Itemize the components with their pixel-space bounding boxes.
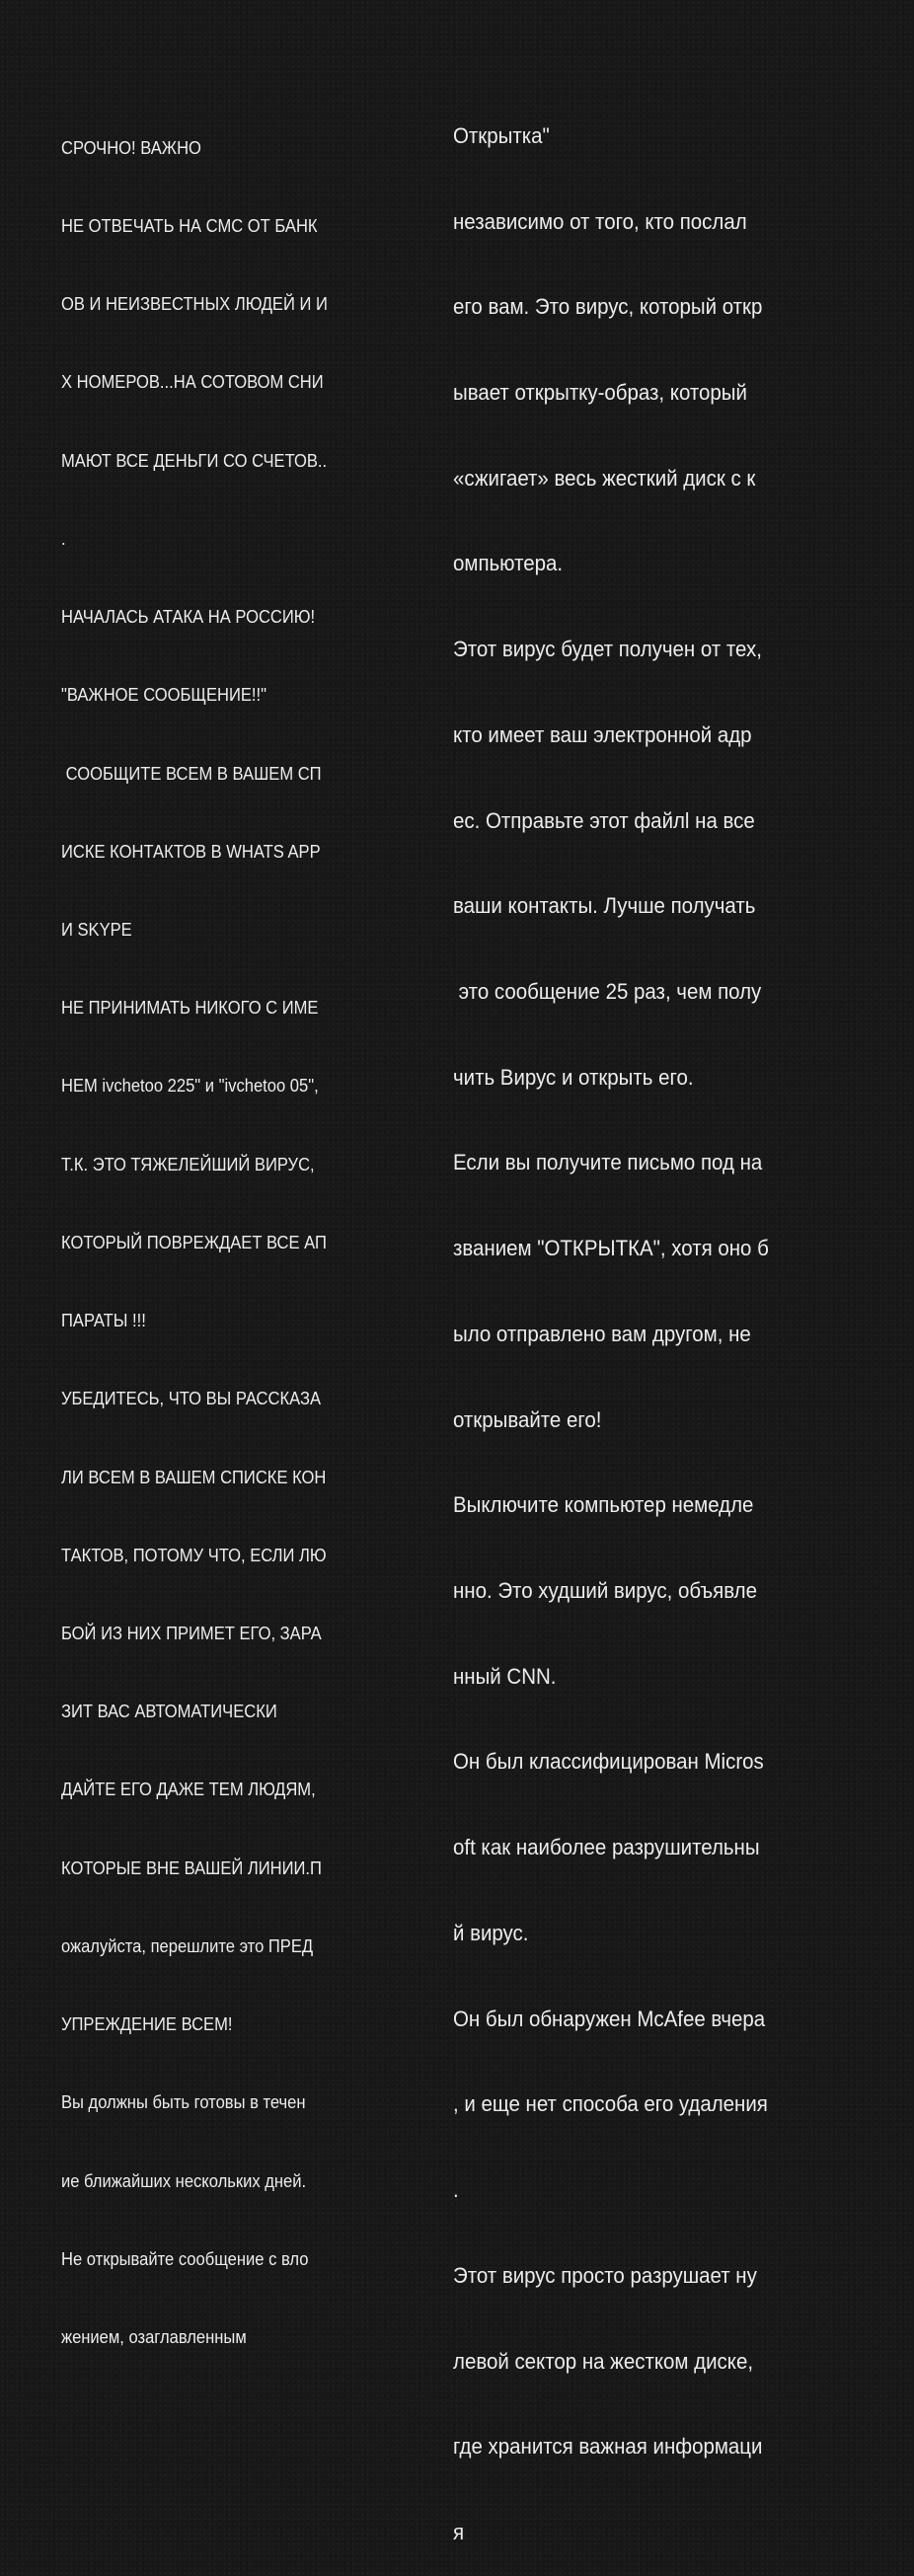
message-line: ес. Отправьте этот файлl на все — [453, 807, 755, 833]
message-line: это сообщение 25 раз, чем полу — [453, 979, 762, 1004]
message-line: "ВАЖНОЕ СООБЩЕНИЕ!!" — [61, 685, 267, 706]
message-line: Выключите компьютер немедле — [453, 1492, 754, 1518]
message-line: ие ближайших нескольких дней. — [61, 2170, 307, 2191]
message-line: Если вы получите письмо под на — [453, 1150, 763, 1175]
left-message-column — [61, 83, 407, 2377]
message-line: УПРЕЖДЕНИЕ ВСЕМ! — [61, 2014, 233, 2035]
message-line: где хранится важная информаци — [453, 2434, 763, 2460]
message-line: НЕМ ivchetoo 225" и "ivchetoo 05", — [61, 1076, 319, 1097]
message-line: Он был классифицирован Micros — [453, 1749, 764, 1775]
message-line: СРОЧНО! ВАЖНО — [61, 137, 201, 158]
message-line: Х НОМЕРОВ...НА СОТОВОМ СНИ — [61, 372, 324, 393]
message-line: я — [453, 2519, 465, 2544]
message-line: омпьютера. — [453, 551, 564, 576]
message-line: . — [61, 528, 66, 549]
message-line: нный CNN. — [453, 1663, 557, 1689]
message-line: кто имеет ваш электронной адр — [453, 721, 752, 747]
message-line: УБЕДИТЕСЬ, ЧТО ВЫ РАССКАЗА — [61, 1389, 322, 1409]
message-line: ЗИТ ВАС АВТОМАТИЧЕСКИ — [61, 1702, 277, 1722]
message-line: открывайте его! — [453, 1406, 602, 1432]
message-line: НЕ ОТВЕЧАТЬ НА СМС ОТ БАНК — [61, 216, 318, 237]
message-line: ывает открытку-образ, который — [453, 379, 747, 405]
message-line: Он был обнаружен McAfee вчера — [453, 2006, 766, 2031]
message-line: левой сектор на жестком диске, — [453, 2348, 754, 2374]
message-line: , и еще нет способа его удаления — [453, 2091, 768, 2117]
message-line: ДАЙТЕ ЕГО ДАЖЕ ТЕМ ЛЮДЯМ, — [61, 1780, 316, 1800]
message-line: Открытка" — [453, 122, 550, 148]
message-line: . — [453, 2177, 459, 2203]
message-line: СООБЩИТЕ ВСЕМ В ВАШЕМ СП — [61, 763, 322, 784]
message-line: чить Вирус и открыть его. — [453, 1064, 694, 1090]
message-line: КОТОРЫЕ ВНЕ ВАШЕЙ ЛИНИИ.П — [61, 1857, 322, 1878]
message-line: ТАКТОВ, ПОТОМУ ЧТО, ЕСЛИ ЛЮ — [61, 1545, 327, 1565]
message-line: НАЧАЛАСЬ АТАКА НА РОССИЮ! — [61, 607, 316, 628]
message-line: И SKYPE — [61, 920, 132, 940]
message-line: НЕ ПРИНИМАТЬ НИКОГО С ИМЕ — [61, 998, 319, 1019]
message-line: й вирус. — [453, 1920, 529, 1945]
message-line: ЛИ ВСЕМ В ВАШЕМ СПИСКЕ КОН — [61, 1467, 327, 1487]
message-line: Не открывайте сообщение с вло — [61, 2248, 309, 2269]
message-line: БОЙ ИЗ НИХ ПРИМЕТ ЕГО, ЗАРА — [61, 1623, 322, 1643]
message-line: ПАРАТЫ !!! — [61, 1311, 146, 1331]
message-line: независимо от того, кто послал — [453, 208, 747, 234]
message-line: ИСКЕ КОНТАКТОВ В WHATS APP — [61, 841, 321, 862]
message-line: ваши контакты. Лучше получать — [453, 893, 756, 919]
right-message-column — [453, 65, 868, 2576]
message-line: Т.К. ЭТО ТЯЖЕЛЕЙШИЙ ВИРУС, — [61, 1154, 315, 1174]
message-line: Вы должны быть готовы в течен — [61, 2092, 306, 2113]
message-line: «сжигает» весь жесткий диск с к — [453, 465, 756, 491]
message-line: oft как наиболее разрушительны — [453, 1835, 760, 1860]
message-line: ОВ И НЕИЗВЕСТНЫХ ЛЮДЕЙ И И — [61, 294, 328, 315]
message-line: Этот вирус будет получен от тех, — [453, 637, 762, 662]
message-line: жением, озаглавленным — [61, 2326, 247, 2347]
message-line: Этот вирус просто разрушает ну — [453, 2262, 757, 2288]
message-line: званием "ОТКРЫТКА", хотя оно б — [453, 1236, 769, 1261]
message-line: его вам. Это вирус, который откр — [453, 294, 763, 320]
message-line: ожалуйста, перешлите это ПРЕД — [61, 1935, 314, 1956]
message-line: ыло отправлено вам другом, не — [453, 1321, 751, 1346]
message-line: КОТОРЫЙ ПОВРЕЖДАЕТ ВСЕ АП — [61, 1232, 327, 1252]
message-line: МАЮТ ВСЕ ДЕНЬГИ СО СЧЕТОВ.. — [61, 450, 328, 471]
message-line: нно. Это худший вирус, объявле — [453, 1578, 757, 1604]
